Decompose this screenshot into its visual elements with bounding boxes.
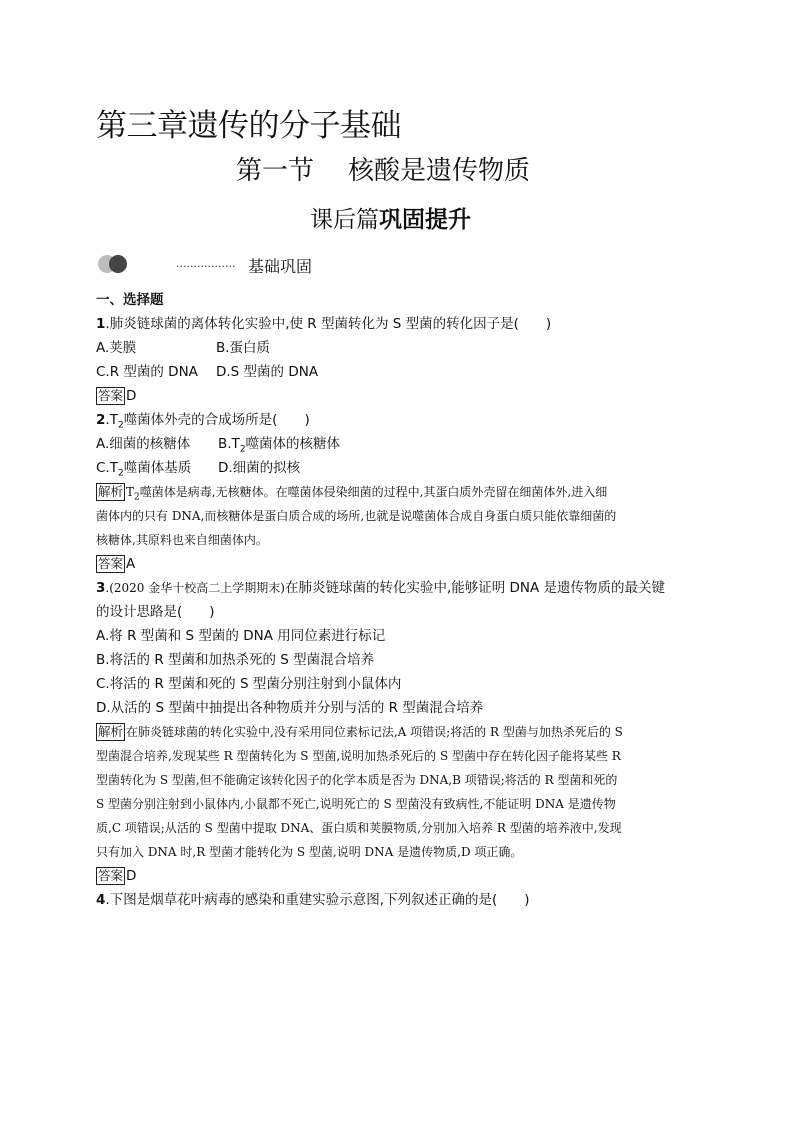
option-a: A.细菌的核糖体 — [96, 436, 191, 452]
analysis-tag: 解析 — [98, 484, 124, 499]
question-1-answer — [96, 384, 136, 408]
answer-value: D — [126, 388, 137, 404]
question-text: 噬菌体外壳的合成场所是( ) — [123, 412, 310, 428]
answer-tag: 答案 — [98, 868, 124, 883]
question-4-stem — [96, 888, 530, 912]
question-2-options-row1 — [96, 432, 496, 456]
option-a: A.荚膜 — [96, 340, 137, 356]
question-source: .(2020 金华十校高二上学期期末) — [105, 581, 285, 595]
question-3-analysis-line: S 型菌分别注射到小鼠体内,小鼠都不死亡,说明死亡的 S 型菌没有致病性,不能证明 DNA 是遗传物 — [96, 797, 616, 811]
question-3-stem-cont: 的设计思路是( ) — [96, 604, 215, 620]
question-text: 在肺炎链球菌的转化实验中,能够证明 DNA 是遗传物质的最关键 — [284, 580, 666, 596]
chapter-title: 第三章遗传的分子基础 — [96, 108, 401, 144]
option-b: B.蛋白质 — [216, 340, 271, 356]
question-text: .肺炎链球菌的离体转化实验中,使 R 型菌转化为 S 型菌的转化因子是( ) — [105, 316, 552, 332]
banner-circle-icon — [109, 255, 127, 273]
answer-value: D — [126, 868, 137, 884]
question-3-answer — [96, 864, 136, 888]
question-3-stem — [96, 576, 665, 600]
option-d: D.细菌的拟核 — [218, 460, 301, 476]
option-c: $C.T_2$噬菌体基质 — [96, 460, 192, 479]
question-3-analysis-line: 型菌混合培养,发现某些 R 型菌转化为 S 型菌,说明加热杀死后的 S 型菌中存在转化因子能将某些 R — [96, 749, 621, 763]
question-1-options-row1 — [96, 336, 496, 360]
analysis-tag: 解析 — [98, 724, 124, 739]
question-number: 3 — [96, 580, 106, 596]
banner-dots: ················· — [176, 260, 236, 273]
option-d: D.S 型菌的 DNA — [216, 364, 319, 380]
question-number: 2 — [96, 412, 106, 428]
question-1-stem — [96, 312, 551, 336]
question-2-analysis-line: 核糖体,其原料也来自细菌体内。 — [96, 533, 268, 547]
question-1-options-row2 — [96, 360, 496, 384]
subtitle-prefix: 课后篇 — [310, 207, 379, 233]
question-3-analysis-line: 质,C 项错误;从活的 S 型菌中提取 DNA、蛋白质和荚膜物质,分别加入培养 R 型菌的培养液中,发现 — [96, 821, 622, 835]
subtitle — [310, 201, 471, 234]
part-heading: 一、选择题 — [96, 292, 164, 308]
subtitle-bold: 巩固提升 — [379, 207, 471, 233]
answer-tag: 答案 — [98, 556, 124, 571]
option-c: C.将活的 R 型菌和死的 S 型菌分别注射到小鼠体内 — [96, 676, 402, 692]
question-number: 1 — [96, 316, 106, 332]
question-3-analysis-line: 解析 在肺炎链球菌的转化实验中,没有采用同位素标记法,A 项错误;将活的 R 型菌与加热杀死后的 S — [98, 724, 623, 739]
question-2-analysis-line: 菌体内的只有 DNA,而核糖体是蛋白质合成的场所,也就是说噬菌体合成自身蛋白质只能依靠细菌的 — [96, 509, 617, 523]
question-text: .T — [105, 412, 118, 428]
option-d: D.从活的 S 型菌中抽提出各种物质并分别与活的 R 型菌混合培养 — [96, 700, 484, 716]
answer-tag: 答案 — [98, 388, 124, 403]
option-a: A.将 R 型菌和 S 型菌的 DNA 用同位素进行标记 — [96, 628, 386, 644]
question-3-analysis-line: 型菌转化为 S 型菌,但不能确定该转化因子的化学本质是否为 DNA,B 项错误;将活的 R 型菌和死的 — [96, 773, 618, 787]
question-number: 4 — [96, 892, 106, 908]
question-2-answer — [96, 552, 135, 576]
banner-title: 基础巩固 — [248, 257, 313, 276]
option-b: B.将活的 R 型菌和加热杀死的 S 型菌混合培养 — [96, 652, 375, 668]
answer-value: A — [126, 556, 136, 572]
question-text: .下图是烟草花叶病毒的感染和重建实验示意图,下列叙述正确的是( ) — [105, 892, 530, 908]
section-number: 第一节 — [236, 156, 315, 186]
question-3-analysis-line: 只有加入 DNA 时,R 型菌才能转化为 S 型菌,说明 DNA 是遗传物质,D 项正确。 — [96, 845, 523, 859]
section-title: 核酸是遗传物质 — [348, 156, 531, 186]
subscript: 2 — [117, 420, 124, 431]
option-b: $B.T_2$噬菌体的核糖体 — [218, 436, 341, 455]
option-c: C.R 型菌的 DNA — [96, 364, 198, 380]
section-heading — [236, 150, 530, 187]
question-2-analysis-line: 解析 $T_2$噬菌体是病毒,无核糖体。在噬菌体侵染细菌的过程中,其蛋白质外壳留在细菌体外,进入细 — [98, 484, 608, 503]
